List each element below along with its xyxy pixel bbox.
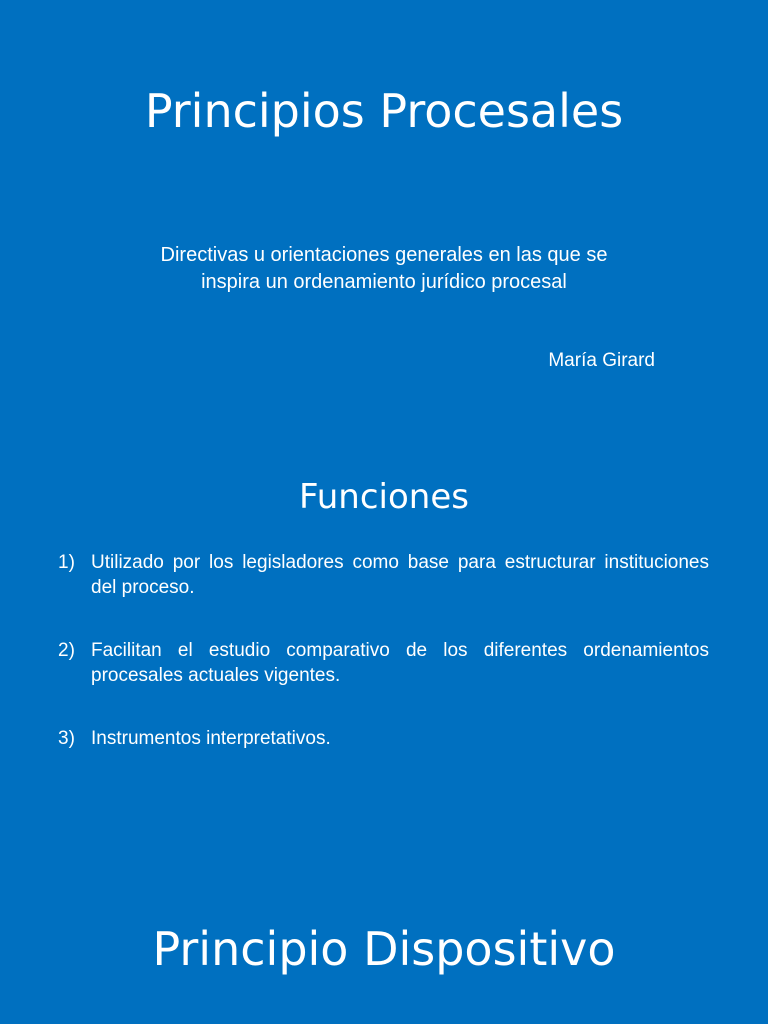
list-item — [58, 638, 709, 688]
author-name: María Girard — [548, 350, 655, 371]
section-title: Funciones — [299, 477, 469, 517]
list-item-text: Utilizado por los legisladores como base para estructurar instituciones del proceso. — [91, 552, 709, 598]
funciones-list — [58, 550, 709, 789]
list-item-number: 1) — [58, 552, 75, 573]
page-title: Principios Procesales — [144, 84, 624, 138]
slide-funciones — [0, 430, 768, 870]
slide-dispositivo — [0, 870, 768, 1024]
list-item-text: Instrumentos interpretativos. — [91, 728, 331, 749]
section-title: Principio Dispositivo — [152, 922, 616, 976]
list-item-text: Facilitan el estudio comparativo de los diferentes ordenamientos procesales actuales vigentes. — [91, 640, 709, 686]
list-item — [58, 726, 709, 751]
list-item — [58, 550, 709, 600]
list-item-number: 3) — [58, 728, 75, 749]
slide-title — [0, 0, 768, 430]
page-subtitle: Directivas u orientaciones generales en las que se inspira un ordenamiento jurídico procesal — [160, 244, 608, 293]
list-item-number: 2) — [58, 640, 75, 661]
